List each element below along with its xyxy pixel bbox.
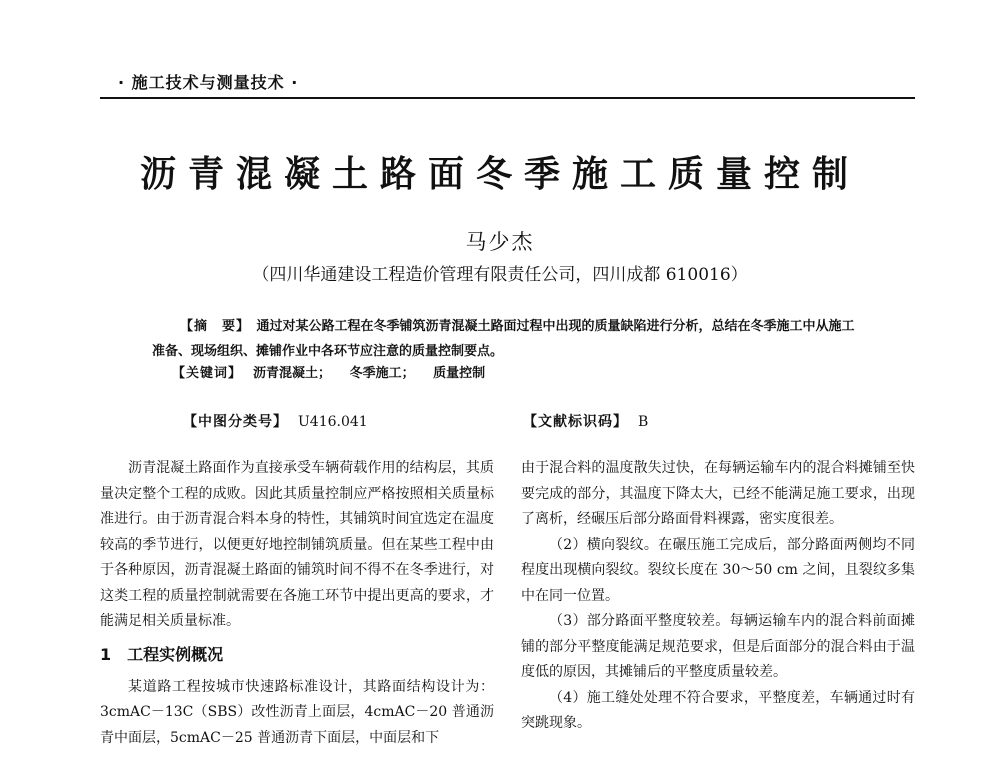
- abstract: [152, 314, 864, 364]
- keyword-item: 质量控制: [433, 366, 486, 381]
- body-paragraph: 由于混合料的温度散失过快，在每辆运输车内的混合料摊铺至快要完成的部分，其温度下降太大，已经不能满足施工要求，出现了离析，经碾压后部分路面骨料裸露，密实度很差。: [521, 460, 915, 527]
- keywords: [172, 362, 499, 381]
- section-heading: 1 工程实例概况: [100, 644, 224, 664]
- doc-code-label: 【文献标识码】: [523, 414, 628, 430]
- author-affiliation: （四川华通建设工程造价管理有限责任公司，四川成都 610016）: [252, 265, 748, 285]
- left-column: [100, 456, 494, 751]
- clc-label: 【中图分类号】: [183, 414, 288, 430]
- body-paragraph: 某道路工程按城市快速路标准设计，其路面结构设计为：3cmAC－13C（SBS）改性沥青上面层，4cmAC－20 普通沥青中面层，5cmAC－25 普通沥青下面层，中面层和下: [100, 678, 494, 746]
- keyword-item: 冬季施工；: [349, 366, 415, 381]
- running-header: · 施工技术与测量技术 ·: [118, 73, 299, 92]
- doc-code-value: B: [638, 414, 649, 430]
- author-name: 马少杰: [465, 230, 535, 254]
- right-column: [521, 456, 915, 737]
- header-rule: [100, 97, 915, 99]
- keywords-label: 【关键词】: [172, 366, 236, 381]
- body-paragraph: 沥青混凝土路面作为直接承受车辆荷载作用的结构层，其质量决定整个工程的成败。因此其质量控制应严格按照相关质量标准进行。由于沥青混合料本身的特性，其铺筑时间宜选定在温度较高的季节进行，以便更好地控制铺筑质量。但在某些工程中由于各种原因，沥青混凝土路面的铺筑时间不得不在冬季进行，对这类工程的质量控制就需要在各施工环节中提出更高的要求，才能满足相关质量标准。: [100, 460, 494, 629]
- abstract-label: 【摘 要】: [180, 319, 244, 334]
- body-paragraph: （2）横向裂纹。在碾压施工完成后，部分路面两侧均不同程度出现横向裂纹。裂纹长度在 30～50 cm 之间，且裂纹多集中在同一位置。: [521, 536, 915, 604]
- clc-value: U416.041: [298, 414, 368, 430]
- clc-number: [183, 411, 368, 431]
- body-paragraph: （4）施工缝处处理不符合要求，平整度差，车辆通过时有突跳现象。: [521, 689, 915, 731]
- document-code: [523, 411, 648, 431]
- keyword-item: 沥青混凝土；: [253, 366, 332, 381]
- article-title: 沥青混凝土路面冬季施工质量控制: [139, 153, 860, 195]
- abstract-text: 通过对某公路工程在冬季铺筑沥青混凝土路面过程中出现的质量缺陷进行分析，总结在冬季施工中从施工准备、现场组织、摊铺作业中各环节应注意的质量控制要点。: [152, 319, 855, 359]
- body-paragraph: （3）部分路面平整度较差。每辆运输车内的混合料前面摊铺的部分平整度能满足规范要求，但是后面部分的混合料由于温度低的原因，其摊铺后的平整度质量较差。: [521, 613, 915, 680]
